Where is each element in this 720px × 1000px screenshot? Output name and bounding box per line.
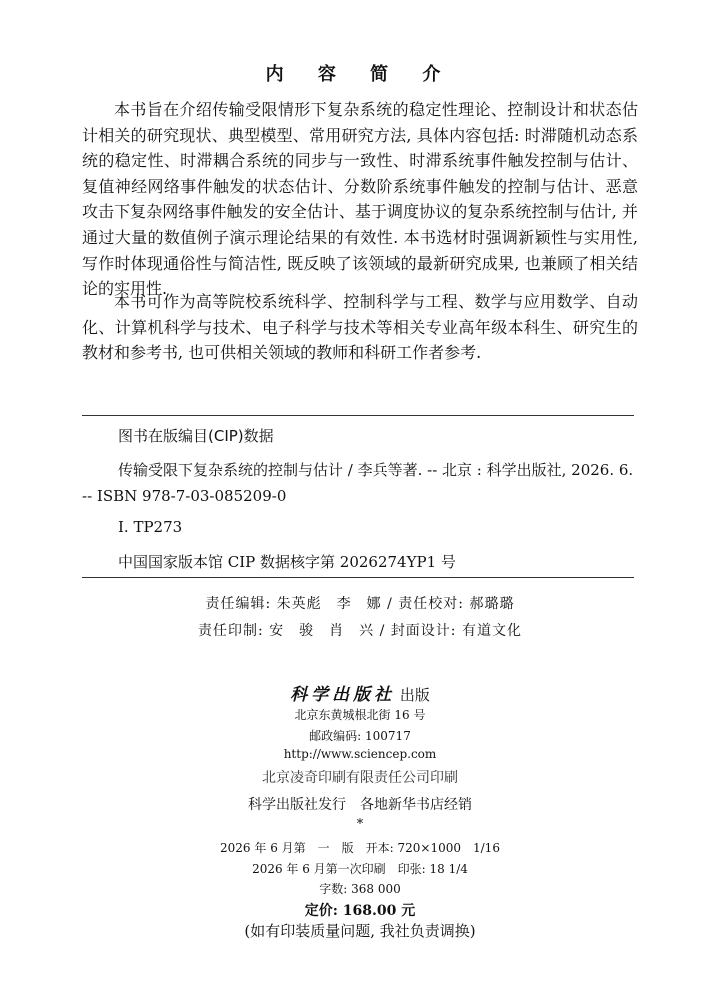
divider-bottom xyxy=(82,577,634,578)
distributor: 科学出版社发行 各地新华书店经销 xyxy=(248,797,472,813)
cip-entry: 传输受限下复杂系统的控制与估计 / 李兵等著. -- 北京 : 科学出版社, 2026. 6. -- ISBN 978-7-03-085209-0 xyxy=(82,461,634,505)
cip-heading: 图书在版编目(CIP)数据 xyxy=(118,427,274,445)
intro-paragraph-2: 本书可作为高等院校系统科学、控制科学与工程、数学与应用数学、自动化、计算机科学与技术、电子科学与技术等相关专业高年级本科生、研究生的教材和参考书, 也可供相关领域的教师和科研工作者参考. xyxy=(82,292,638,363)
postcode: 邮政编码: 100717 xyxy=(309,729,411,743)
divider-top xyxy=(82,415,634,416)
publisher-line xyxy=(0,680,720,705)
separator-star: * xyxy=(356,817,364,832)
publisher-suffix: 出版 xyxy=(399,686,430,704)
website: http://www.sciencep.com xyxy=(283,747,437,761)
staff-line-production: 责任印制: 安 骏 肖 兴 / 封面设计: 有道文化 xyxy=(198,623,522,639)
price: 定价: 168.00 元 xyxy=(304,903,416,919)
publisher-logo: 科学出版社 xyxy=(290,685,396,705)
printing-line: 2026 年 6 月第一次印刷 印张: 18 1/4 xyxy=(252,862,468,876)
quality-notice: (如有印装质量问题, 我社负责调换) xyxy=(244,922,476,940)
edition-line: 2026 年 6 月第 一 版 开本: 720×1000 1/16 xyxy=(220,841,500,855)
cip-number: 中国国家版本馆 CIP 数据核字第 2026274YP1 号 xyxy=(118,553,456,571)
publisher-address: 北京东黄城根北街 16 号 xyxy=(294,708,426,722)
word-count: 字数: 368 000 xyxy=(319,882,401,896)
cip-classification: Ⅰ. TP273 xyxy=(118,518,183,536)
intro-paragraph-1: 本书旨在介绍传输受限情形下复杂系统的稳定性理论、控制设计和状态估计相关的研究现状、典型模型、常用研究方法, 具体内容包括: 时滞随机动态系统的稳定性、时滞耦合系统的同步与一致性、时滞系统事件触发控制与估计、复值神经网络事件触发的状态估计、分数阶系统事件触发的控制与估计、恶意攻击下复杂网络事件触发的安全估计、基于调度协议的复杂系统控制与估计, 并通过大量的数值例子演示理论结果的有效性. 本书选材时强调新颖性与实用性, 写作时体现通俗性与简洁性, 既反映了该领域的最新研究成果, 也兼顾了相关结论的实用性. xyxy=(82,100,638,299)
staff-line-editors: 责任编辑: 朱英彪 李 娜 / 责任校对: 郝璐璐 xyxy=(205,596,515,612)
intro-title: 内 容 简 介 xyxy=(265,64,455,85)
printer: 北京凌奇印刷有限责任公司印刷 xyxy=(262,770,458,786)
